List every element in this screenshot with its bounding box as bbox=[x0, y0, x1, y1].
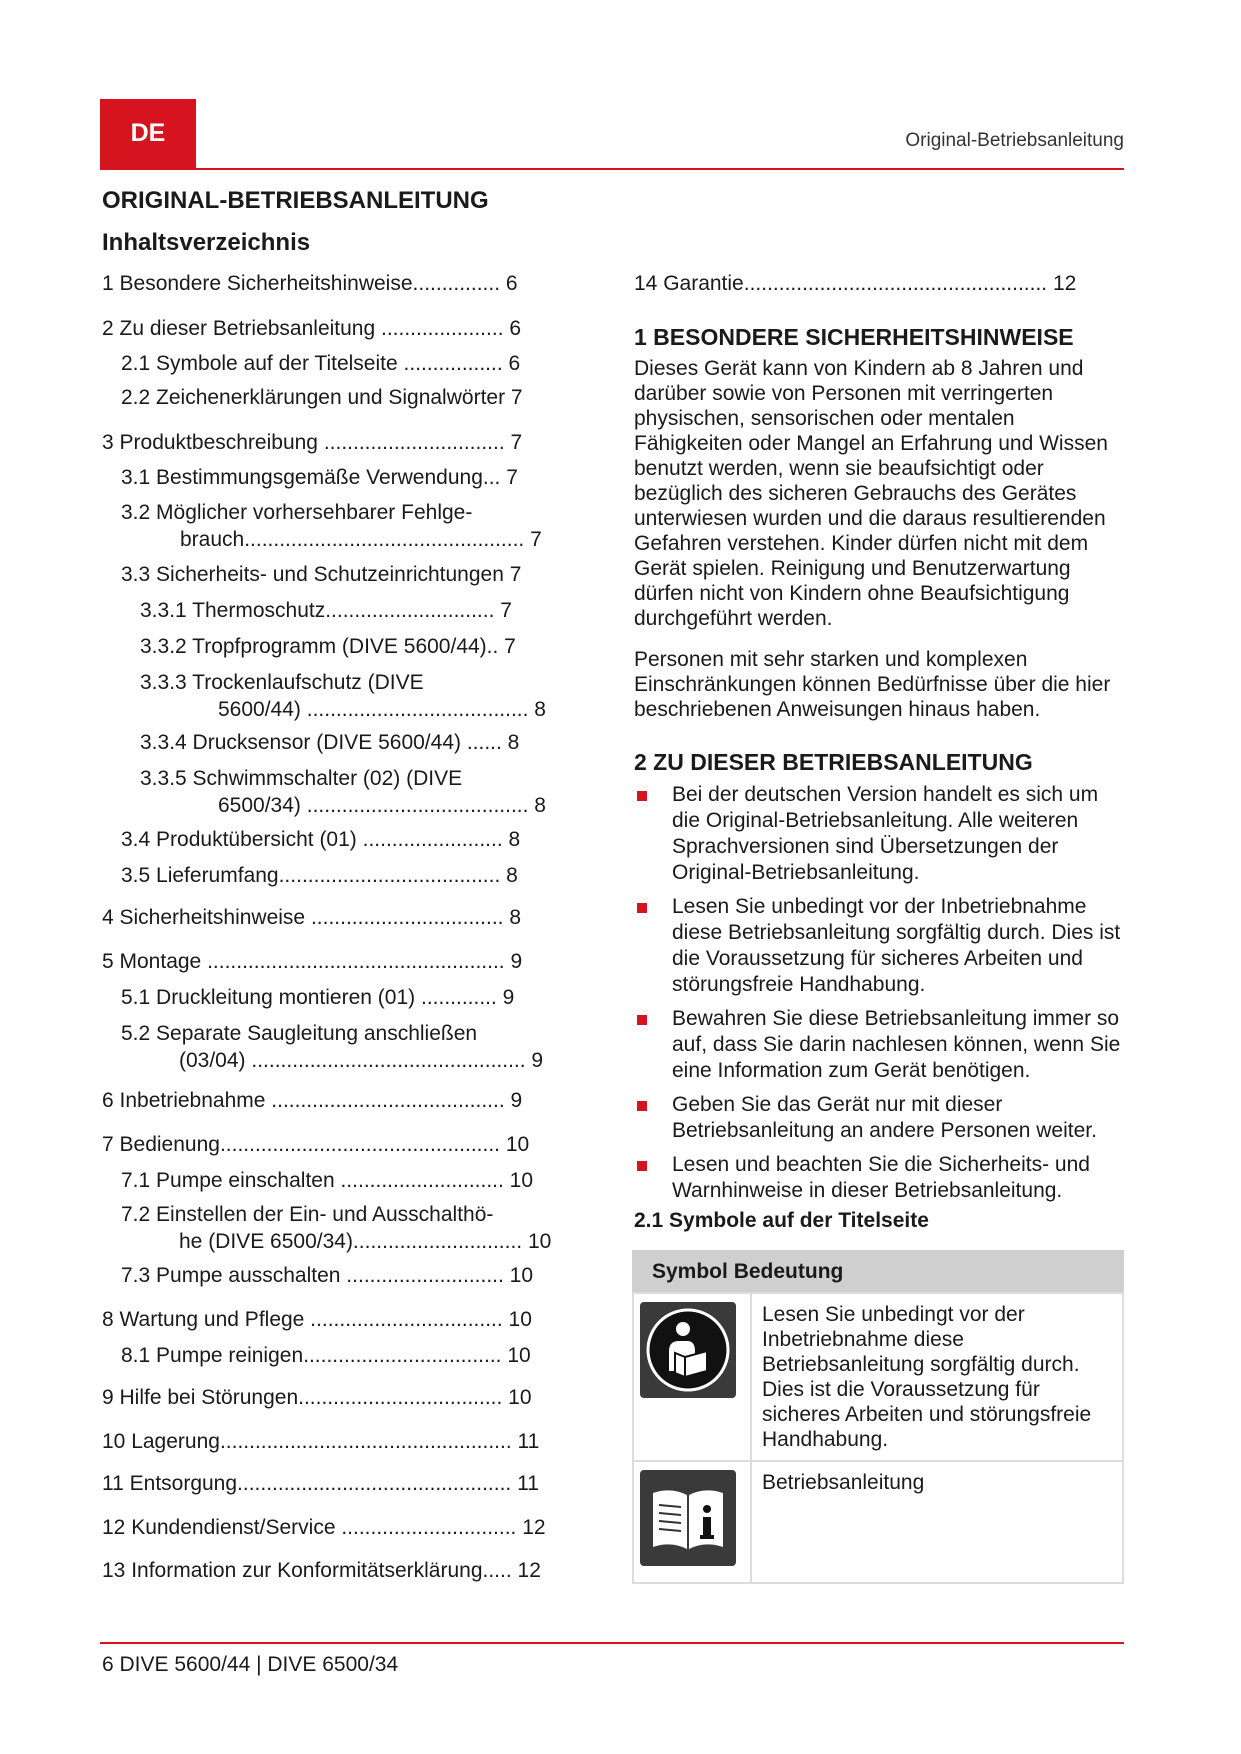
toc-entry[interactable]: 12 Kundendienst/Service .............................. 12 bbox=[102, 1516, 546, 1539]
toc-entry[interactable]: 10 Lagerung.................................................. 11 bbox=[102, 1430, 540, 1453]
toc-entry[interactable]: 2.1 Symbole auf der Titelseite ................. 6 bbox=[121, 352, 521, 375]
table-row bbox=[633, 1293, 1123, 1461]
toc-entry[interactable]: 5.1 Druckleitung montieren (01) ............. 9 bbox=[121, 986, 515, 1009]
toc-entry[interactable]: 3 Produktbeschreibung ............................... 7 bbox=[102, 431, 523, 454]
toc-entry[interactable]: 2.2 Zeichenerklärungen und Signalwörter 7 bbox=[121, 386, 523, 409]
symbol-cell bbox=[633, 1293, 751, 1461]
toc-entry[interactable]: 2 Zu dieser Betriebsanleitung ..................... 6 bbox=[102, 317, 522, 340]
toc-entry[interactable]: 3.1 Bestimmungsgemäße Verwendung... 7 bbox=[121, 466, 518, 489]
toc-entry[interactable]: 3.3 Sicherheits- und Schutzeinrichtungen 7 bbox=[121, 563, 522, 586]
section-1-paragraph: Dieses Gerät kann von Kindern ab 8 Jahren und darüber sowie von Personen mit verringerten physischen, sensorischen oder mentalen Fähigkeiten oder Mangel an Erfahrung und Wissen benutzt werden, wenn sie beaufsichtigt oder bezüglich des sicheren Gebrauchs des Gerätes unterwiesen wurden und die daraus resultierenden Gefahren verstehen. Kinder dürfen nicht mit dem Gerät spielen. Reinigung und Benutzerwartung dürfen nicht von Kindern ohne Beaufsichtigung durchgeführt werden. bbox=[634, 357, 1108, 630]
section-1-heading: 1 BESONDERE SICHERHEITSHINWEISE bbox=[634, 324, 1074, 350]
toc-entry[interactable]: 8.1 Pumpe reinigen.................................. 10 bbox=[121, 1344, 531, 1367]
toc-entry[interactable]: 5.2 Separate Saugleitung anschließen (03/04) ............................................... 9 bbox=[121, 1022, 544, 1072]
list-item: Lesen Sie unbedingt vor der Inbetriebnahme diese Betriebsanleitung sorgfältig durch. Dies ist die Voraussetzung für sicheres Arbeiten und störungsfreie Handhabung. bbox=[634, 894, 1126, 998]
symbol-cell bbox=[633, 1461, 751, 1583]
toc-entry[interactable]: 3.3.5 Schwimmschalter (02) (DIVE 6500/34) ...................................... 8 bbox=[140, 767, 546, 817]
toc-entry[interactable]: 3.3.1 Thermoschutz............................. 7 bbox=[140, 599, 512, 622]
toc-entry[interactable]: 11 Entsorgung............................................... 11 bbox=[102, 1472, 539, 1495]
bullet-icon bbox=[637, 791, 647, 801]
toc-entry[interactable]: 3.3.3 Trockenlaufschutz (DIVE 5600/44) ...................................... 8 bbox=[140, 671, 546, 721]
bullet-icon bbox=[637, 1015, 647, 1025]
table-header: Symbol Bedeutung bbox=[633, 1251, 1123, 1293]
toc-entry[interactable]: 3.2 Möglicher vorhersehbarer Fehlge- brauch................................................ 7 bbox=[121, 501, 542, 551]
list-item: Geben Sie das Gerät nur mit dieser Betriebsanleitung an andere Personen weiter. bbox=[634, 1092, 1126, 1144]
toc-entry[interactable]: 7.1 Pumpe einschalten ............................ 10 bbox=[121, 1169, 534, 1192]
toc-entry[interactable]: 7.3 Pumpe ausschalten ........................... 10 bbox=[121, 1264, 534, 1287]
meaning-cell: Lesen Sie unbedingt vor der Inbetriebnahme diese Betriebsanleitung sorgfältig durch. Dies ist die Voraussetzung für sicheres Arbeiten und störungsfreie Handhabung. bbox=[751, 1293, 1123, 1461]
table-header-row bbox=[633, 1251, 1123, 1293]
language-tab: DE bbox=[100, 99, 196, 169]
toc-entry[interactable]: 4 Sicherheitshinweise ................................. 8 bbox=[102, 906, 521, 929]
toc-entry[interactable]: 3.3.2 Tropfprogramm (DIVE 5600/44).. 7 bbox=[140, 635, 516, 658]
footer-divider bbox=[100, 1642, 1124, 1644]
section-2-heading: 2 ZU DIESER BETRIEBSANLEITUNG bbox=[634, 749, 1033, 775]
list-item: Bewahren Sie diese Betriebsanleitung immer so auf, dass Sie darin nachlesen können, wenn Sie eine Information zum Gerät benötigen. bbox=[634, 1006, 1126, 1084]
toc-entry[interactable]: 14 Garantie.................................................... 12 bbox=[634, 272, 1077, 295]
list-item: Bei der deutschen Version handelt es sich um die Original-Betriebsanleitung. Alle weiteren Sprachversionen sind Übersetzungen der Original-Betriebsanleitung. bbox=[634, 782, 1126, 886]
section-2-1-heading: 2.1 Symbole auf der Titelseite bbox=[634, 1209, 929, 1232]
list-item: Lesen und beachten Sie die Sicherheits- und Warnhinweise in dieser Betriebsanleitung. bbox=[634, 1152, 1126, 1204]
section-2-bullets bbox=[634, 782, 1126, 1212]
toc-entry[interactable]: 13 Information zur Konformitätserklärung..... 12 bbox=[102, 1559, 541, 1582]
table-row bbox=[633, 1461, 1123, 1583]
symbol-table bbox=[632, 1250, 1124, 1584]
bullet-icon bbox=[637, 1161, 647, 1171]
read-manual-icon bbox=[640, 1302, 736, 1398]
toc-entry[interactable]: 3.4 Produktübersicht (01) ........................ 8 bbox=[121, 828, 521, 851]
toc-entry[interactable]: 8 Wartung und Pflege ................................. 10 bbox=[102, 1308, 532, 1331]
toc-entry[interactable]: 3.3.4 Drucksensor (DIVE 5600/44) ...... 8 bbox=[140, 731, 520, 754]
bullet-icon bbox=[637, 903, 647, 913]
manual-info-icon bbox=[640, 1470, 736, 1566]
meaning-cell: Betriebsanleitung bbox=[751, 1461, 1123, 1583]
bullet-icon bbox=[637, 1101, 647, 1111]
toc-entry[interactable]: 3.5 Lieferumfang...................................... 8 bbox=[121, 864, 518, 887]
toc-entry[interactable]: 7.2 Einstellen der Ein- und Ausschalthö- he (DIVE 6500/34)............................. 10 bbox=[121, 1203, 552, 1253]
header-divider bbox=[100, 168, 1124, 170]
header-doc-type: Original-Betriebsanleitung bbox=[905, 130, 1124, 151]
footer-text: 6 DIVE 5600/44 | DIVE 6500/34 bbox=[102, 1653, 399, 1676]
toc-entry[interactable]: 9 Hilfe bei Störungen................................... 10 bbox=[102, 1386, 532, 1409]
section-1-paragraph-2: Personen mit sehr starken und komplexen Einschränkungen können Bedürfnisse über die hier beschriebenen Anweisungen hinaus haben. bbox=[634, 648, 1111, 721]
page-title: ORIGINAL-BETRIEBSANLEITUNG bbox=[102, 187, 489, 214]
toc-entry[interactable]: 7 Bedienung................................................ 10 bbox=[102, 1133, 530, 1156]
toc-title: Inhaltsverzeichnis bbox=[102, 229, 311, 256]
toc-entry[interactable]: 1 Besondere Sicherheitshinweise............... 6 bbox=[102, 272, 518, 295]
toc-entry[interactable]: 5 Montage ................................................... 9 bbox=[102, 950, 523, 973]
toc-entry[interactable]: 6 Inbetriebnahme ........................................ 9 bbox=[102, 1089, 523, 1112]
